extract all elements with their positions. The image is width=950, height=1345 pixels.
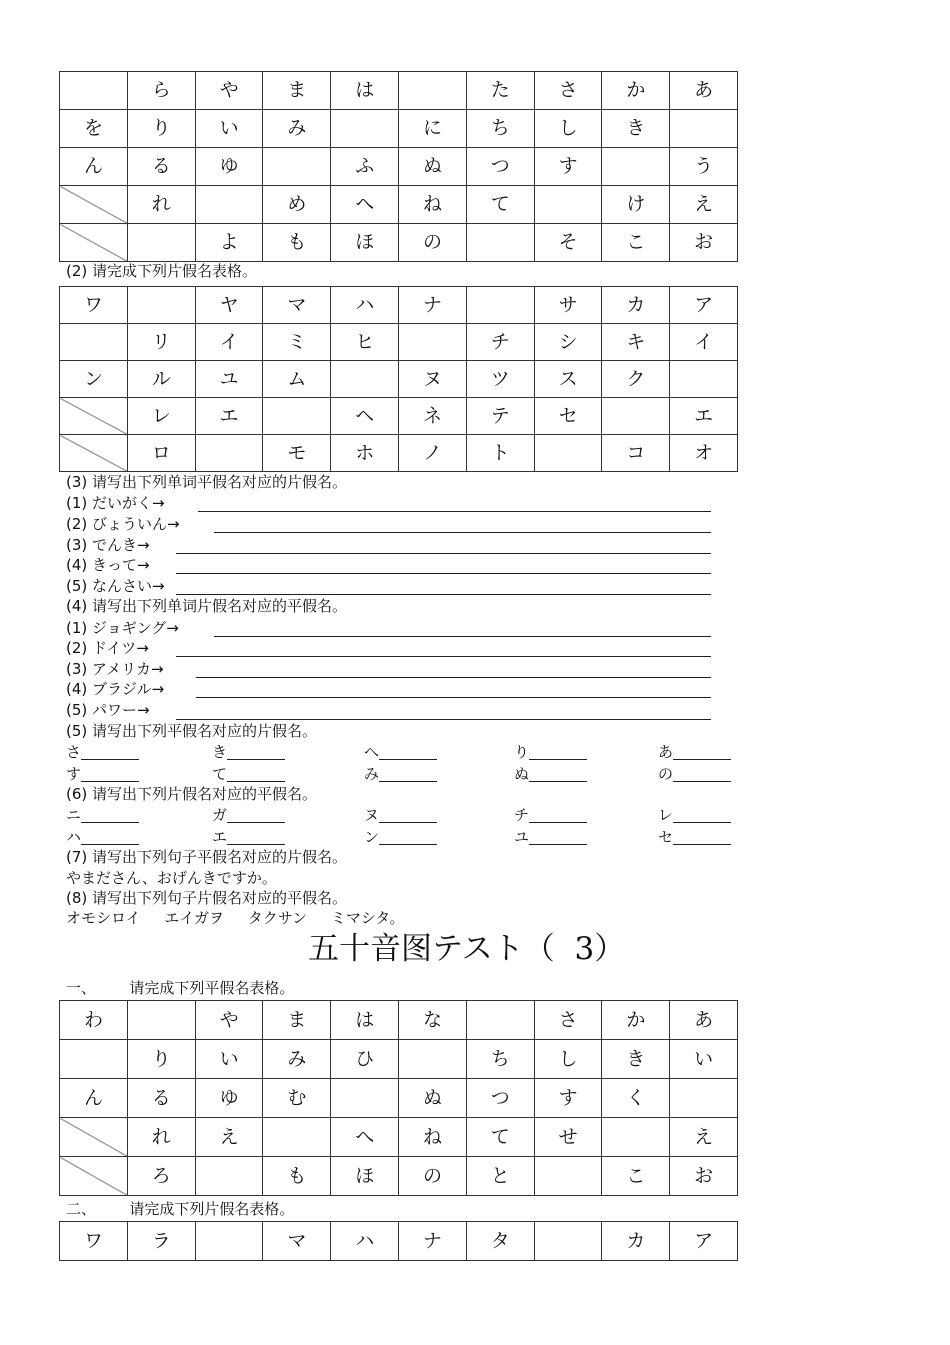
- kana-cell: ク: [602, 361, 670, 398]
- kana-answer-item: [658, 767, 731, 782]
- kana-cell: は: [331, 72, 399, 110]
- hiragana-table-1: [59, 71, 738, 262]
- kana-cell: の: [398, 1157, 466, 1196]
- kana-cell: ぬ: [398, 148, 466, 186]
- kana-prompt: エ: [212, 828, 228, 846]
- diagonal-cell: [60, 186, 128, 224]
- kana-answer-item: [66, 830, 139, 845]
- kana-prompt: さ: [66, 743, 82, 761]
- kana-cell: ハ: [331, 1222, 399, 1261]
- answer-line[interactable]: [214, 532, 711, 533]
- kana-cell: め: [263, 186, 331, 224]
- kana-cell: ふ: [331, 148, 399, 186]
- blank-cell[interactable]: [534, 1157, 602, 1196]
- word-4-5: (5) パワー→: [66, 701, 150, 719]
- blank-cell[interactable]: [127, 1001, 195, 1040]
- kana-cell: ワ: [60, 1222, 128, 1261]
- table-row: [60, 186, 738, 224]
- katakana-table-1: [59, 286, 738, 472]
- kana-cell: ゆ: [195, 1079, 263, 1118]
- kana-prompt: ニ: [66, 806, 82, 824]
- answer-line[interactable]: [176, 719, 711, 720]
- kana-answer-item: [514, 745, 587, 760]
- kana-cell: む: [263, 1079, 331, 1118]
- table-row: [60, 148, 738, 186]
- table-row: [60, 1157, 738, 1196]
- kana-cell: し: [534, 1040, 602, 1079]
- kana-cell: レ: [127, 398, 195, 435]
- blank-cell[interactable]: [195, 186, 263, 224]
- kana-cell: ノ: [398, 435, 466, 472]
- answer-line[interactable]: [176, 656, 711, 657]
- table-row: [60, 1001, 738, 1040]
- kana-answer-item: [658, 830, 731, 845]
- blank-cell[interactable]: [331, 1079, 399, 1118]
- kana-answer-item: [212, 808, 285, 823]
- diagonal-cell: [60, 398, 128, 435]
- answer-line[interactable]: [176, 573, 711, 574]
- kana-cell: ハ: [331, 287, 399, 324]
- kana-cell: ン: [60, 361, 128, 398]
- table-row: [60, 1079, 738, 1118]
- kana-cell: そ: [534, 224, 602, 262]
- table-row: [60, 224, 738, 262]
- kana-cell: ち: [466, 110, 534, 148]
- word-3-5: (5) なんさい→: [66, 577, 165, 595]
- blank-cell[interactable]: [602, 398, 670, 435]
- kana-answer-item: [66, 745, 139, 760]
- kana-cell: え: [670, 1118, 738, 1157]
- kana-prompt: す: [66, 765, 82, 783]
- answer-blank[interactable]: [529, 745, 587, 760]
- kana-cell: つ: [466, 1079, 534, 1118]
- kana-cell: へ: [331, 1118, 399, 1157]
- kana-cell: リ: [127, 324, 195, 361]
- kana-cell: や: [195, 1001, 263, 1040]
- kana-answer-item: [212, 767, 285, 782]
- kana-cell: な: [398, 1001, 466, 1040]
- table-row: [60, 1222, 738, 1261]
- blank-cell[interactable]: [398, 1040, 466, 1079]
- kana-cell: カ: [602, 1222, 670, 1261]
- kana-cell: エ: [670, 398, 738, 435]
- answer-blank[interactable]: [673, 808, 731, 823]
- kana-cell: も: [263, 224, 331, 262]
- answer-blank[interactable]: [529, 808, 587, 823]
- blank-cell[interactable]: [60, 1040, 128, 1079]
- kana-cell: こ: [602, 224, 670, 262]
- kana-cell: ル: [127, 361, 195, 398]
- table-row: [60, 324, 738, 361]
- answer-blank[interactable]: [379, 767, 437, 782]
- section-8-heading: (8) 请写出下列句子片假名对应的平假名。: [66, 889, 348, 907]
- kana-cell: た: [466, 72, 534, 110]
- kana-cell: ト: [466, 435, 534, 472]
- kana-cell: タ: [466, 1222, 534, 1261]
- table-row: [60, 1040, 738, 1079]
- kana-cell: ム: [263, 361, 331, 398]
- blank-cell[interactable]: [466, 224, 534, 262]
- answer-blank[interactable]: [529, 767, 587, 782]
- kana-cell: わ: [60, 1001, 128, 1040]
- word-4-3: (3) アメリカ→: [66, 660, 164, 678]
- section-7-heading: (7) 请写出下列句子平假名对应的片假名。: [66, 848, 348, 866]
- part-1-heading: 一、 请完成下列平假名表格。: [66, 979, 295, 997]
- word-3-2: (2) びょういん→: [66, 515, 180, 533]
- blank-cell[interactable]: [670, 1079, 738, 1118]
- kana-cell: お: [670, 224, 738, 262]
- kana-cell: ぬ: [398, 1079, 466, 1118]
- kana-cell: ロ: [127, 435, 195, 472]
- kana-cell: み: [263, 110, 331, 148]
- kana-cell: ね: [398, 186, 466, 224]
- word-4-1: (1) ジョギング→: [66, 619, 179, 637]
- blank-cell[interactable]: [60, 324, 128, 361]
- kana-cell: る: [127, 1079, 195, 1118]
- kana-cell: ヘ: [331, 398, 399, 435]
- kana-prompt: り: [514, 743, 530, 761]
- answer-line[interactable]: [198, 511, 711, 512]
- kana-cell: マ: [263, 1222, 331, 1261]
- blank-cell[interactable]: [602, 1118, 670, 1157]
- kana-cell: あ: [670, 1001, 738, 1040]
- kana-cell: イ: [195, 324, 263, 361]
- kana-cell: チ: [466, 324, 534, 361]
- answer-blank[interactable]: [673, 767, 731, 782]
- answer-blank[interactable]: [227, 745, 285, 760]
- kana-prompt: あ: [658, 743, 674, 761]
- answer-line[interactable]: [196, 677, 711, 678]
- diagonal-cell: [60, 1118, 128, 1157]
- kana-cell: い: [195, 110, 263, 148]
- kana-answer-item: [212, 745, 285, 760]
- kana-cell: く: [602, 1079, 670, 1118]
- kana-cell: ア: [670, 287, 738, 324]
- kana-prompt: の: [658, 765, 674, 783]
- blank-cell[interactable]: [127, 287, 195, 324]
- kana-cell: さ: [534, 1001, 602, 1040]
- kana-cell: す: [534, 148, 602, 186]
- table-row: [60, 72, 738, 110]
- word-4-4: (4) ブラジル→: [66, 680, 165, 698]
- kana-cell: と: [466, 1157, 534, 1196]
- kana-cell: キ: [602, 324, 670, 361]
- kana-answer-item: [364, 767, 437, 782]
- diagonal-cell: [60, 1157, 128, 1196]
- sentence-8: オモシロイ エイガヲ タクサン ミマシタ。: [66, 909, 405, 927]
- kana-cell: ら: [127, 72, 195, 110]
- answer-blank[interactable]: [81, 830, 139, 845]
- kana-cell: ラ: [127, 1222, 195, 1261]
- kana-answer-item: [364, 830, 437, 845]
- blank-cell[interactable]: [195, 1157, 263, 1196]
- kana-cell: サ: [534, 287, 602, 324]
- diagonal-cell: [60, 435, 128, 472]
- kana-cell: さ: [534, 72, 602, 110]
- kana-answer-item: [658, 745, 731, 760]
- word-4-2: (2) ドイツ→: [66, 639, 149, 657]
- page-title: 五十音图テスト（ 3）: [308, 931, 626, 967]
- blank-cell[interactable]: [534, 435, 602, 472]
- kana-cell: か: [602, 1001, 670, 1040]
- answer-blank[interactable]: [379, 808, 437, 823]
- kana-answer-item: [364, 808, 437, 823]
- table-row: [60, 398, 738, 435]
- table-row: [60, 1118, 738, 1157]
- blank-cell[interactable]: [670, 110, 738, 148]
- kana-cell: へ: [331, 186, 399, 224]
- kana-cell: て: [466, 1118, 534, 1157]
- kana-cell: い: [195, 1040, 263, 1079]
- answer-blank[interactable]: [81, 745, 139, 760]
- kana-cell: イ: [670, 324, 738, 361]
- blank-cell[interactable]: [263, 148, 331, 186]
- kana-cell: ほ: [331, 224, 399, 262]
- kana-cell: ゆ: [195, 148, 263, 186]
- kana-cell: き: [602, 1040, 670, 1079]
- word-3-3: (3) でんき→: [66, 536, 150, 554]
- kana-cell: ワ: [60, 287, 128, 324]
- section-5-heading: (5) 请写出下列平假名对应的片假名。: [66, 722, 318, 740]
- table-row: [60, 361, 738, 398]
- blank-cell[interactable]: [195, 435, 263, 472]
- kana-cell: き: [602, 110, 670, 148]
- kana-prompt: ユ: [514, 828, 530, 846]
- kana-cell: え: [670, 186, 738, 224]
- blank-cell[interactable]: [331, 361, 399, 398]
- sentence-7: やまださん、おげんきですか。: [66, 869, 277, 887]
- kana-cell: ナ: [398, 1222, 466, 1261]
- kana-cell: り: [127, 110, 195, 148]
- kana-prompt: セ: [658, 828, 674, 846]
- kana-prompt: み: [364, 765, 380, 783]
- kana-answer-item: [514, 830, 587, 845]
- blank-cell[interactable]: [263, 398, 331, 435]
- blank-cell[interactable]: [127, 224, 195, 262]
- answer-blank[interactable]: [81, 767, 139, 782]
- section-6-heading: (6) 请写出下列片假名对应的平假名。: [66, 785, 318, 803]
- kana-cell: エ: [195, 398, 263, 435]
- kana-cell: ほ: [331, 1157, 399, 1196]
- kana-cell: ツ: [466, 361, 534, 398]
- katakana-table-2: [59, 1221, 738, 1261]
- answer-blank[interactable]: [227, 808, 285, 823]
- kana-answer-item: [212, 830, 285, 845]
- kana-cell: ま: [263, 1001, 331, 1040]
- kana-prompt: ぬ: [514, 765, 530, 783]
- kana-prompt: て: [212, 765, 228, 783]
- kana-cell: ナ: [398, 287, 466, 324]
- blank-cell[interactable]: [466, 287, 534, 324]
- kana-cell: セ: [534, 398, 602, 435]
- kana-cell: う: [670, 148, 738, 186]
- kana-cell: ネ: [398, 398, 466, 435]
- kana-prompt: き: [212, 743, 228, 761]
- kana-cell: も: [263, 1157, 331, 1196]
- section-3-heading: (3) 请写出下列单词平假名对应的片假名。: [66, 473, 348, 491]
- word-3-1: (1) だいがく→: [66, 494, 165, 512]
- kana-cell: つ: [466, 148, 534, 186]
- kana-cell: れ: [127, 186, 195, 224]
- kana-cell: ひ: [331, 1040, 399, 1079]
- kana-cell: テ: [466, 398, 534, 435]
- kana-cell: し: [534, 110, 602, 148]
- kana-answer-item: [364, 745, 437, 760]
- blank-cell[interactable]: [60, 72, 128, 110]
- kana-answer-item: [66, 767, 139, 782]
- kana-cell: マ: [263, 287, 331, 324]
- kana-cell: り: [127, 1040, 195, 1079]
- kana-cell: ヤ: [195, 287, 263, 324]
- kana-answer-item: [66, 808, 139, 823]
- section-2-heading: (2) 请完成下列片假名表格。: [66, 262, 258, 280]
- word-3-4: (4) きって→: [66, 556, 150, 574]
- kana-prompt: ハ: [66, 828, 82, 846]
- blank-cell[interactable]: [466, 1001, 534, 1040]
- kana-cell: あ: [670, 72, 738, 110]
- kana-cell: モ: [263, 435, 331, 472]
- kana-cell: ス: [534, 361, 602, 398]
- kana-answer-item: [514, 808, 587, 823]
- kana-cell: ミ: [263, 324, 331, 361]
- kana-cell: ま: [263, 72, 331, 110]
- answer-blank[interactable]: [227, 767, 285, 782]
- kana-cell: コ: [602, 435, 670, 472]
- kana-cell: み: [263, 1040, 331, 1079]
- blank-cell[interactable]: [534, 186, 602, 224]
- blank-cell[interactable]: [398, 324, 466, 361]
- table-row: [60, 110, 738, 148]
- hiragana-table-2: [59, 1000, 738, 1196]
- kana-cell: に: [398, 110, 466, 148]
- kana-cell: す: [534, 1079, 602, 1118]
- kana-cell: い: [670, 1040, 738, 1079]
- kana-cell: れ: [127, 1118, 195, 1157]
- kana-cell: お: [670, 1157, 738, 1196]
- kana-answer-item: [514, 767, 587, 782]
- kana-cell: ん: [60, 1079, 128, 1118]
- answer-line[interactable]: [196, 697, 711, 698]
- part-2-heading: 二、 请完成下列片假名表格。: [66, 1200, 295, 1218]
- kana-cell: け: [602, 186, 670, 224]
- blank-cell[interactable]: [331, 110, 399, 148]
- blank-cell[interactable]: [398, 72, 466, 110]
- kana-cell: る: [127, 148, 195, 186]
- kana-cell: カ: [602, 287, 670, 324]
- answer-blank[interactable]: [81, 808, 139, 823]
- kana-prompt: チ: [514, 806, 530, 824]
- kana-cell: こ: [602, 1157, 670, 1196]
- blank-cell[interactable]: [534, 1222, 602, 1261]
- kana-prompt: ガ: [212, 806, 228, 824]
- section-4-heading: (4) 请写出下列单词片假名对应的平假名。: [66, 597, 348, 615]
- answer-blank[interactable]: [529, 830, 587, 845]
- kana-prompt: レ: [658, 806, 674, 824]
- kana-cell: シ: [534, 324, 602, 361]
- kana-cell: は: [331, 1001, 399, 1040]
- table-row: [60, 287, 738, 324]
- kana-cell: ヌ: [398, 361, 466, 398]
- kana-cell: て: [466, 186, 534, 224]
- kana-cell: ろ: [127, 1157, 195, 1196]
- blank-cell[interactable]: [602, 148, 670, 186]
- answer-blank[interactable]: [379, 830, 437, 845]
- blank-cell[interactable]: [263, 1118, 331, 1157]
- answer-blank[interactable]: [673, 830, 731, 845]
- blank-cell[interactable]: [195, 1222, 263, 1261]
- answer-blank[interactable]: [227, 830, 285, 845]
- kana-cell: か: [602, 72, 670, 110]
- kana-cell: ア: [670, 1222, 738, 1261]
- kana-cell: え: [195, 1118, 263, 1157]
- kana-cell: よ: [195, 224, 263, 262]
- answer-blank[interactable]: [673, 745, 731, 760]
- answer-line[interactable]: [176, 553, 711, 554]
- table-row: [60, 435, 738, 472]
- kana-cell: を: [60, 110, 128, 148]
- kana-cell: ヒ: [331, 324, 399, 361]
- diagonal-cell: [60, 224, 128, 262]
- kana-cell: ん: [60, 148, 128, 186]
- kana-cell: ユ: [195, 361, 263, 398]
- kana-cell: せ: [534, 1118, 602, 1157]
- kana-prompt: ン: [364, 828, 380, 846]
- answer-line[interactable]: [214, 636, 711, 637]
- kana-cell: ホ: [331, 435, 399, 472]
- kana-cell: ち: [466, 1040, 534, 1079]
- kana-answer-item: [658, 808, 731, 823]
- kana-prompt: へ: [364, 743, 380, 761]
- kana-cell: オ: [670, 435, 738, 472]
- kana-cell: の: [398, 224, 466, 262]
- kana-cell: ね: [398, 1118, 466, 1157]
- kana-prompt: ヌ: [364, 806, 380, 824]
- answer-blank[interactable]: [379, 745, 437, 760]
- answer-line[interactable]: [176, 594, 711, 595]
- kana-cell: や: [195, 72, 263, 110]
- blank-cell[interactable]: [670, 361, 738, 398]
